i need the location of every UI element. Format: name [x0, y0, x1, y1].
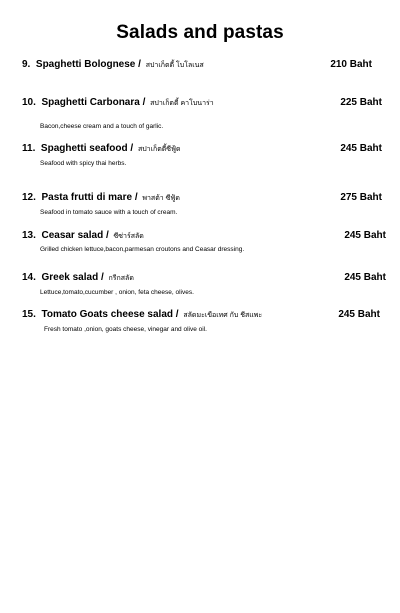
- item-description: Bacon,cheese cream and a touch of garlic.: [40, 123, 164, 130]
- item-thai-name: กรีกสลัด: [108, 275, 134, 282]
- item-name: [22, 192, 180, 204]
- item-number: 14.: [22, 272, 36, 283]
- item-price: 245 Baht: [344, 272, 386, 283]
- item-description: Fresh tomato ,onion, goats cheese, vinegar and olive oil.: [44, 326, 207, 333]
- menu-item: [0, 309, 400, 333]
- item-price: 275 Baht: [340, 192, 382, 203]
- item-price: 210 Baht: [330, 59, 372, 70]
- item-description: Lettuce,tomato,cucumber , onion, feta cheese, olives.: [40, 289, 194, 296]
- item-title: Ceasar salad /: [41, 230, 109, 241]
- item-number: 15.: [22, 309, 36, 320]
- item-thai-name: สลัดมะเขือเทศ กับ ชีสแพะ: [183, 312, 263, 319]
- item-number: 11.: [22, 143, 36, 154]
- item-description: Seafood in tomato sauce with a touch of cream.: [40, 209, 178, 216]
- item-name: [22, 272, 134, 284]
- item-name: [22, 97, 214, 109]
- item-thai-name: ซีซ่าร์สลัด: [113, 233, 144, 240]
- menu-item: [0, 192, 400, 216]
- menu-item: [0, 230, 400, 253]
- item-number: 12.: [22, 192, 36, 203]
- menu-item: [0, 97, 400, 130]
- item-name: [22, 59, 204, 71]
- page-title: Salads and pastas: [116, 22, 284, 43]
- item-title: Spaghetti seafood /: [40, 143, 134, 154]
- item-title: Spaghetti Bolognese /: [35, 59, 141, 70]
- item-title: Greek salad /: [41, 272, 104, 283]
- item-title: Tomato Goats cheese salad /: [41, 309, 179, 320]
- item-description: Seafood with spicy thai herbs.: [40, 160, 127, 167]
- item-thai-name: สปาเก็ตตี้ คาโบนาร่า: [150, 100, 214, 107]
- item-thai-name: พาสต้า ซีฟู้ด: [142, 195, 180, 202]
- menu-item: [0, 272, 400, 296]
- item-name: [22, 230, 144, 242]
- item-name: [22, 309, 262, 321]
- item-number: 9.: [22, 59, 31, 70]
- menu-item: [0, 143, 400, 167]
- item-thai-name: สปาเก็ตตี้ซีฟู้ด: [137, 146, 181, 153]
- item-thai-name: สปาเก็ตตี้ โบโลเนส: [145, 62, 204, 69]
- item-title: Pasta frutti di mare /: [41, 192, 138, 203]
- item-price: 245 Baht: [340, 143, 382, 154]
- item-number: 10.: [22, 97, 36, 108]
- item-price: 245 Baht: [344, 230, 386, 241]
- item-description: Grilled chicken lettuce,bacon,parmesan croutons and Ceasar dressing.: [40, 246, 245, 253]
- item-number: 13.: [22, 230, 36, 241]
- item-title: Spaghetti Carbonara /: [41, 97, 146, 108]
- item-price: 245 Baht: [338, 309, 380, 320]
- item-price: 225 Baht: [340, 97, 382, 108]
- menu-item: [0, 59, 400, 73]
- item-name: [22, 143, 181, 155]
